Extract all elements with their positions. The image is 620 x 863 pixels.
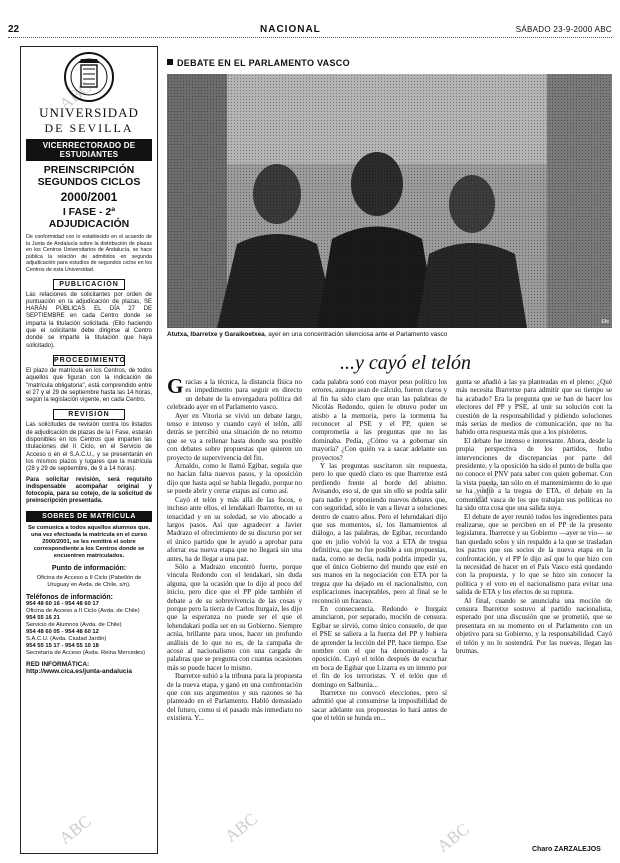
article-paragraph: Cayó el telón y más allá de las focos, e incluso ante ellos, el lendakari Ibarretxe, en su tenacidad y en su soledad, se vio abocado a largos pasos. Así que agradecer a Javier Madrazo el ofrecimiento de su discurso por ser el único partido que le ayudó a aprobar para aforrar esa nueva etapa que no llegará sin una antes, ha de llegar a una paz.	[167, 495, 302, 563]
revision-tag: REVISIÓN	[53, 409, 125, 420]
page-header	[8, 24, 612, 38]
article-paragraph: Ibarretxe subió a la tribuna para la propuesta de la nueva etapa, y ganó en una confrontación que con sus argumentos y sus razones se ha planteado en el Parlamento. Habló demasiado del futuro, como si el pasado más inmediato no existiera. Y...	[167, 672, 302, 723]
photo-credit: Efe	[601, 319, 609, 325]
article-column-1	[167, 378, 302, 856]
article-photo	[167, 74, 612, 328]
article-byline: Charo ZARZALEJOS	[532, 846, 601, 853]
info-point-address: Oficina de Acceso a II Ciclo (Pabellón de Uruguay en Avda. de Chile, s/n).	[36, 574, 142, 588]
phone-label: S.A.C.U. (Avda. Ciudad Jardín)	[26, 635, 107, 642]
article-paragraph: Gracias a la técnica, la distancia física no es impedimento para seguir en directo un debate de la envergadura política del celebrado ayer en el Parlamento vasco.	[167, 378, 302, 412]
caption-names: Atutxa, Ibarretxe y Garaikoetxea	[167, 331, 265, 338]
academic-year: 2000/2001	[60, 190, 118, 204]
article-column-3	[456, 378, 612, 836]
phones-title: Teléfonos de información:	[26, 593, 113, 601]
procedure-text: El plazo de matrícula en los Centros, de todos aquellos que figuran con la indicación de "matrícula obligatoria", está comprendido entre el 27 y el 29 de septiembre hasta las 14 horas, según la legislación vigente, en cada Centro.	[26, 367, 152, 404]
article-column-2	[312, 378, 447, 856]
vicerrectorado-banner: VICERRECTORADO DE ESTUDIANTES	[26, 139, 152, 161]
photo-illustration	[167, 74, 612, 328]
phone-entry	[26, 643, 152, 657]
caption-text: , ayer en una concentración silenciosa ante el Parlamento vasco	[264, 331, 448, 338]
phone-label: Secretaría de Acceso (Avda. Reina Mercedes)	[26, 649, 146, 656]
article-paragraph: El debate fue intenso e interesante. Ahora, desde la propia perspectiva de los partidos, hubo intervenciones de discrepancias por parte del presidente, y la oposición ha sido el punto de bulla que no conoce el PNV para saber con quien gobernar. Con la vista puesta, tan sólo en el mantenimiento de lo que se ha vuelto a la tregua de ETA, el debate en la comunidad vasca de los que trabajan sus políticas no ha sido otra cosa que una salida suya.	[456, 436, 612, 513]
phone-number: 954 55 16 21	[26, 614, 60, 621]
university-advertisement	[20, 46, 158, 854]
adjudication-phase: I FASE - 2ª ADJUDICACIÓN	[48, 206, 130, 230]
watermark: ABC	[467, 471, 507, 508]
dateline: SÁBADO 23-9-2000 ABC	[515, 25, 612, 34]
watermark: ABC	[55, 811, 95, 848]
watermark: ABC	[433, 819, 473, 856]
article-kicker	[167, 58, 350, 68]
article-paragraph: Ayer en Vitoria se vivió un debate largo, tenso e intenso y cuando cayó el telón, allí detrás se percibió una situación de no retorno que se va a rellenar hasta donde sea posible con debates sobre propuestas que quieren un proyecto de supervivencia del fin.	[167, 411, 302, 462]
web-address: RED INFORMÁTICA: http://www.cica.es/junta-andalucia	[26, 660, 132, 675]
phone-label: Oficina de Acceso a II Ciclo (Avda. de Chile)	[26, 607, 140, 614]
watermark: ABC	[55, 77, 95, 114]
watermark: ABC	[221, 809, 261, 846]
university-name-line1: UNIVERSIDAD	[39, 105, 139, 120]
article-paragraph: Y las preguntas suscitaron sin respuesta, pero lo que quedó claro es que Ibarretxe está perdiendo frente al borde del abismo. Avisando, eso sí, de que sin ello se podría salir para nadie y proponiendo nuevos debates que, con seguridad, sólo le van a llevar a soluciones dentro de cuatro años. Pero el lehendakari dijo que sus momentos, sí, los llamamientos al diálogo, a las palabras, de Egibar, recordando que en julio volvió la voz a ETA de tregua definitiva, que no fue posible a sus propuestas, nada, como se decía, nada podría impedir ya, que el único Gobierno del mundo que esté en sus manos en la negociación con ETA por la tregua que ha dejado en el nacionalismo, con explicaciones inaceptables, pero al final se le reconoció un fracaso.	[312, 462, 447, 605]
page-number: 22	[8, 24, 20, 35]
kicker-text: DEBATE EN EL PARLAMENTO VASCO	[177, 58, 350, 68]
article-paragraph: gunta se añadió a las ya planteadas en el pleno: ¿Qué más necesita Ibarretxe para admitir que su tiempo se ha acabado? Era la pregunta que se han de hacer los electores del PP y PSE, al unir su solución con la cuestión de la responsabilidad y pidiendo soluciones más serias de medios de comunicación, que no ha habido otra respuesta más que a los pistoleros.	[456, 378, 612, 437]
article-paragraph: Sólo a Madrazo encontró fuerte, porque vincula Redondo con el lendakari, sin duda alguna, que la ocasión que lo dijo al poco del inicio, pero dice que el PP pide también el debate a de su sobrevivencia de las cosas y porque pero la tierra de Carlos Iturgaiz, les dijo que la esperanza no puede ser el que el lehendakari podía ser en su Gobierno. Siempre actúa, brillante para unos, hacer un profundo análisis de lo que no es, de la campaña de acoso al nacionalismo con una cargada de palabras que se pregunta con cuantas ocasiones más se puede hacer lo mismo.	[167, 562, 302, 672]
revision-text: Las solicitudes de revisión contra los listados de adjudicación de plazas de la I Fase, estarán disponibles en los Centros que imparten las titulaciones del II Ciclo, en el Servicio de Acceso o en el S.A.C.U., y se presentarán en los mismos plazos y lugares que la matrícula (28 y 29 de septiembre, de 9 a 14 horas).	[26, 422, 152, 473]
phone-list	[26, 601, 152, 657]
phone-number: 954 48 60 05 - 954 48 60 12	[26, 628, 99, 635]
phone-entry	[26, 601, 152, 615]
photo-caption	[167, 331, 612, 338]
section-title: NACIONAL	[260, 24, 321, 35]
article-paragraph: El debate de ayer reunió todos los ingredientes para realizarse, que se perciben en el PP de la presente legislatura. Ibarretxe y su Gobierno —ayer se vio— se han quedado solos y sin respaldo a la que se trasladan los pactos que sus socios de la nueva etapa en la confrontación, y el PP le dijo así que lo que hizo con la necesidad de hacer en el País Vasco está quedando con la propuesta, y lo que se hizo sin conocer la política y el voto en el nacionalismo para evitar una salida de ETA y los efectos de su ruptura.	[456, 512, 612, 597]
phone-number: 954 55 15 17 - 954 55 10 18	[26, 642, 99, 649]
article-headline: ...y cayó el telón	[340, 352, 472, 374]
info-point-title: Punto de información:	[51, 564, 127, 572]
publication-tag: PUBLICACIÓN	[53, 279, 125, 290]
phone-entry	[26, 615, 152, 629]
envelopes-text: Se comunica a todos aquellos alumnos que, una vez efectuada la matrícula en el curso 2000/2001, se les remitirá el sobre correspondiente a los Centros donde se encuentren matriculados.	[27, 524, 151, 559]
drop-cap: G	[167, 378, 184, 398]
phone-number: 954 48 60 16 - 954 48 60 17	[26, 600, 99, 607]
ad-fineprint: De conformidad con lo establecido en el acuerdo de la Junta de Andalucía sobre la distribución de plazas en los Centros Universitarios de Andalucía, se hace pública la relación de admitidos en segunda adjudicación para estudios de segundos ciclos en los Centros de esta Universidad.	[26, 234, 152, 273]
square-bullet-icon	[167, 59, 173, 65]
article-paragraph: Ibarretxe no convocó elecciones, pero sí admitió que al consumirse la imposibilidad de sacar adelante sus propuestas lo hará antes de que el telón se hunda en...	[312, 689, 447, 723]
publication-text: Las relaciones de solicitantes por orden de puntuación en la adjudicación de plazas, SE HARÁN PÚBLICAS EL DÍA 27 DE SEPTIEMBRE en cada Centro donde se imparta la titulación solicitada. (Ello haciendo que el solicitante debe dirigirse al Centro donde se imparte la titulación que haya solicitado).	[26, 291, 152, 349]
article-paragraph: Al final, cuando se anunciaba una moción de censura Ibarretxe sostuvo al partido nacionalista, esperado por una discusión que se prometió, que se presentara en su momento en el Parlamento con un objetivo para su Gobierno, y la responsabilidad. Cayó el telón y no lo sostendrá. Por las nuevas, llegan las brumas.	[456, 596, 612, 655]
phone-entry	[26, 629, 152, 643]
revision-requirement: Para solicitar revisión, será requisito indispensable acompañar original y fotocopia, para su cotejo, de la solicitud de preinscripción presentada.	[26, 476, 152, 505]
phone-label: Servicio de Alumnos (Avda. de Chile)	[26, 621, 122, 628]
article-paragraph: Arnaldo, como le llamó Egibar, seguía que no hacían falta nuevos pasos, y la oposición dijo que hasta aquí se había llegado, porque no se puede abrir y cerrar etapas así como así.	[167, 462, 302, 496]
envelopes-title: SOBRES DE MATRÍCULA	[26, 511, 152, 522]
university-seal-icon	[61, 51, 117, 103]
university-name-line2: DE SEVILLA	[44, 121, 134, 135]
article-paragraph: En consecuencia, Redondo e Iturgaiz anunciaron, por separado, moción de censura. Egibar se sirvió, como único consuelo, de que el PSE se saliera a la fuerza del PP y hubiera de aprender la lección del PP, hace tiempo. Ese nombre con el que ha denominado a la oposición. Cayó el telón después de escuchar en boca de Egibar que Lizarra es un intento por el fin de los terroristas. Y el telón que el domingo en Salburúa...	[312, 604, 447, 689]
preinscription-heading: PREINSCRIPCIÓN SEGUNDOS CICLOS	[37, 164, 141, 188]
procedure-tag: PROCEDIMIENTO	[54, 356, 126, 364]
article-paragraph: cada palabra sonó con mayor peso político los errores, aunque sean de cálculo, fueron claros y al fin ha sido claro que eran las palabras de Nicolás Redondo, quien le obtuvo poder un atisbo a la memoria, pero la tormenta ha reconocer al PSE y el PP, quien se comprometía a las preguntas que no las dominaba. Pedía, ¿Cómo va a gobernar sin mayoría? ¿Con quién va a sacar adelante sus proyectos?	[312, 378, 447, 462]
